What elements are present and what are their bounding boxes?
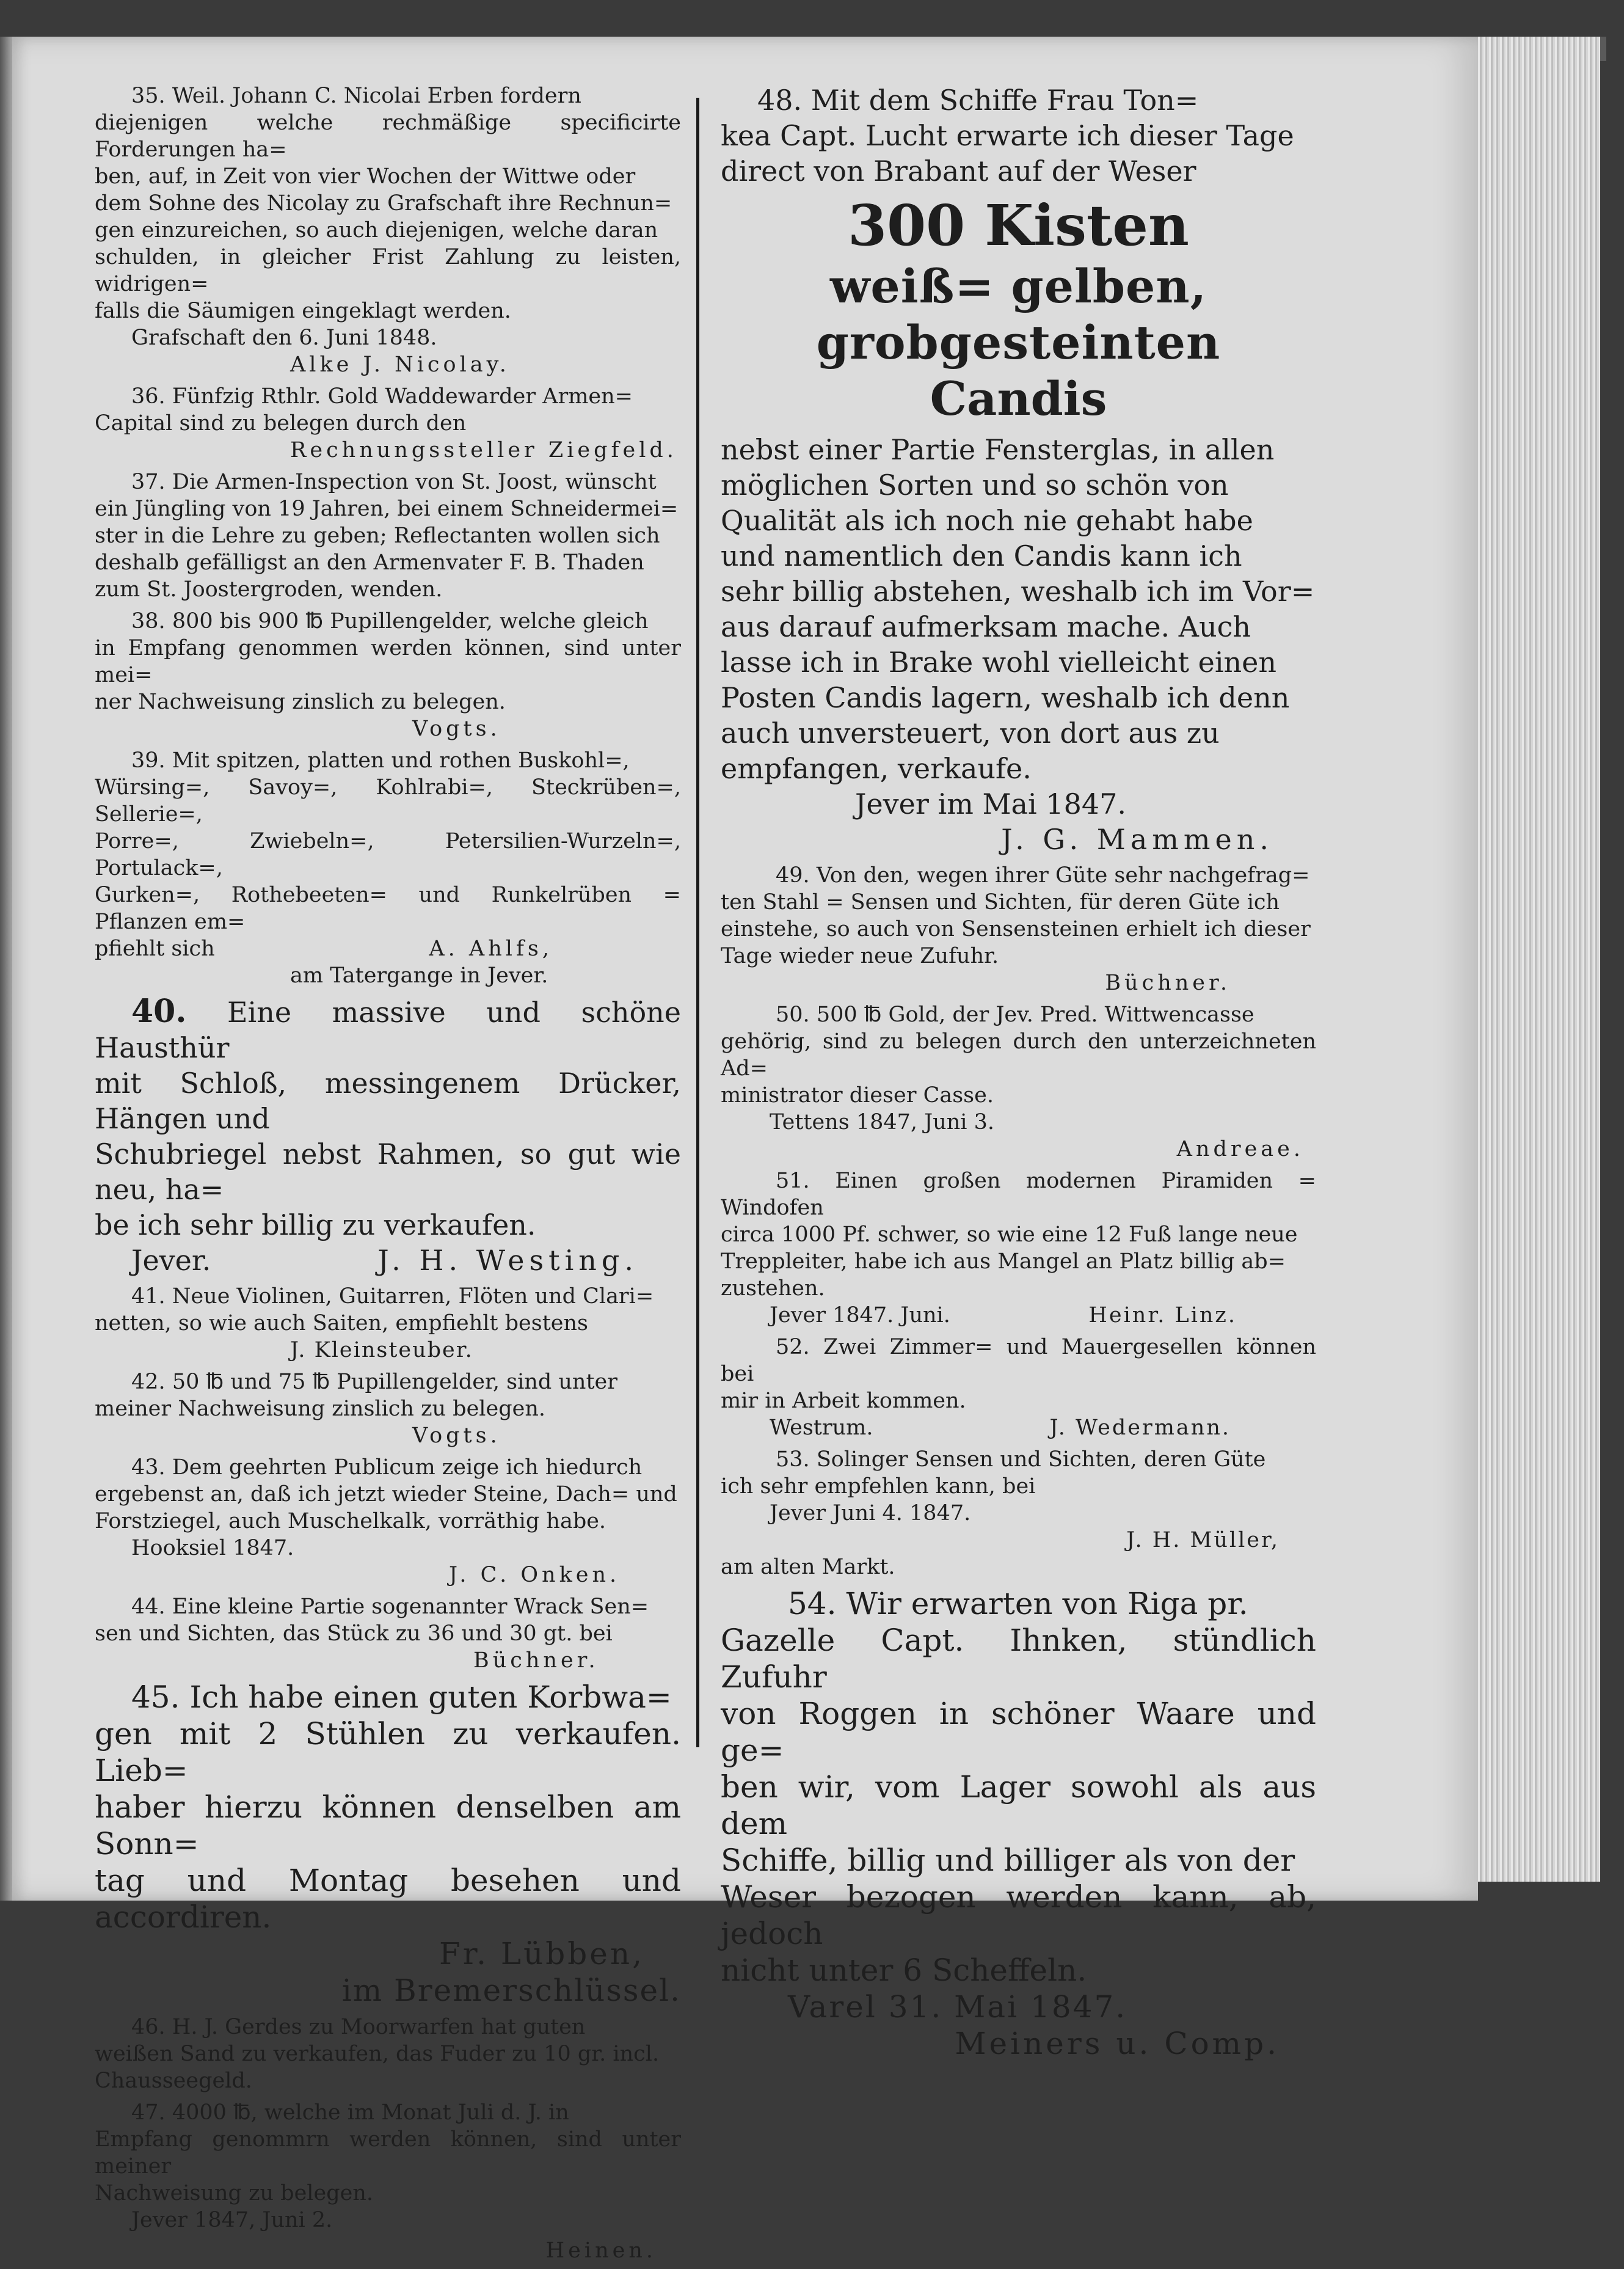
ad-37-line: ein Jüngling von 19 Jahren, bei einem Schneidermei= <box>95 497 679 521</box>
ad-51-signature: Heinr. Linz. <box>1088 1303 1237 1328</box>
ad-40 <box>95 994 681 1278</box>
ad-35-line: diejenigen welche rechmäßige specificirte Forderungen ha= <box>95 111 681 162</box>
right-column <box>721 82 1316 2067</box>
ad-44-line: sen und Sichten, das Stück zu 36 und 30 gt. bei <box>95 1621 613 1646</box>
ad-48-line: nebst einer Partie Fensterglas, in allen <box>721 433 1275 466</box>
ad-48-line: lasse ich in Brake wohl vielleicht einen <box>721 646 1277 679</box>
ad-35-place: Grafschaft den 6. Juni 1848. <box>131 326 437 350</box>
ad-50 <box>721 1001 1316 1163</box>
ad-48-line: Posten Candis lagern, weshalb ich denn <box>721 681 1290 714</box>
ad-51-footer <box>721 1302 1316 1329</box>
ad-52-line: 52. Zwei Zimmer= und Mauergesellen können bei <box>721 1335 1316 1386</box>
column-divider <box>696 98 699 1747</box>
ad-54-line: nicht unter 6 Scheffeln. <box>721 1953 1087 1988</box>
book-page-edges <box>1478 37 1600 1882</box>
ad-36 <box>95 383 681 464</box>
ad-53-address: am alten Markt. <box>721 1555 895 1579</box>
ad-46-line: Chausseegeld. <box>95 2069 252 2093</box>
ad-44-signature: Büchner. <box>473 1648 599 1673</box>
ad-40-line: Schubriegel nebst Rahmen, so gut wie neu, ha= <box>95 1138 681 1206</box>
ad-44 <box>95 1593 681 1674</box>
ad-51-line: circa 1000 Pf. schwer, so wie eine 12 Fuß lange neue <box>721 1222 1298 1247</box>
ad-45-line: 45. Ich habe einen guten Korbwa= <box>131 1679 672 1715</box>
ad-39-line: Porre=, Zwiebeln=, Petersilien-Wurzeln=, Portulack=, <box>95 829 681 880</box>
ad-51 <box>721 1167 1316 1329</box>
ad-52-footer <box>721 1414 1316 1441</box>
ad-54-signature: Meiners u. Comp. <box>955 2026 1280 2061</box>
ad-52 <box>721 1334 1316 1441</box>
ad-50-line: gehörig, sind zu belegen durch den unterzeichneten Ad= <box>721 1029 1316 1081</box>
ad-48-line: möglichen Sorten und so schön von <box>721 469 1229 502</box>
ad-54-line: ben wir, vom Lager sowohl als aus dem <box>721 1769 1316 1841</box>
ad-42-line: meiner Nachweisung zinslich zu belegen. <box>95 1397 545 1421</box>
ad-53-signature: J. H. Müller, <box>1126 1528 1280 1552</box>
ad-41-signature: J. Kleinsteuber. <box>290 1338 473 1362</box>
ad-35-line: falls die Säumigen eingeklagt werden. <box>95 299 511 323</box>
ad-45-line: haber hierzu können denselben am Sonn= <box>95 1789 681 1862</box>
ad-46 <box>95 2014 681 2094</box>
ad-54-line: Gazelle Capt. Ihnken, stündlich Zufuhr <box>721 1623 1316 1695</box>
ad-45-address: im Bremerschlüssel. <box>341 1973 681 2008</box>
ad-41-line: 41. Neue Violinen, Guitarren, Flöten und Clari= <box>131 1284 654 1309</box>
ad-49-signature: Büchner. <box>1105 971 1231 995</box>
ad-54-place: Varel 31. Mai 1847. <box>788 1989 1127 2025</box>
ad-38-line: 38. 800 bis 900 ℔ Pupillengelder, welche gleich <box>131 609 649 634</box>
ad-54 <box>721 1585 1316 2062</box>
ad-40-line: be ich sehr billig zu verkaufen. <box>95 1208 536 1241</box>
ad-36-line: Capital sind zu belegen durch den <box>95 411 467 436</box>
ad-50-place: Tettens 1847, Juni 3. <box>770 1110 994 1134</box>
ad-39-last-line <box>95 935 681 962</box>
ad-47-line: Nachweisung zu belegen. <box>95 2181 373 2205</box>
ad-43-place: Hooksiel 1847. <box>131 1536 294 1560</box>
ad-46-line: 46. H. J. Gerdes zu Moorwarfen hat guten <box>131 2015 586 2039</box>
ad-37-line: zum St. Joostergroden, wenden. <box>95 577 443 602</box>
ad-35-line: dem Sohne des Nicolay zu Grafschaft ihre Rechnun= <box>95 191 672 216</box>
ad-53 <box>721 1446 1316 1580</box>
ad-48-product: Candis <box>930 371 1107 426</box>
ad-39-line: pfiehlt sich <box>95 937 215 961</box>
ad-47-signature: Heinen. <box>545 2238 657 2263</box>
ad-49-line: 49. Von den, wegen ihrer Güte sehr nachgefrag= <box>776 863 1310 888</box>
ad-50-line: ministrator dieser Casse. <box>721 1083 994 1108</box>
ad-54-line: von Roggen in schöner Waare und ge= <box>721 1696 1316 1768</box>
ad-38-line: ner Nachweisung zinslich zu belegen. <box>95 690 506 714</box>
ad-43-line: ergebenst an, daß ich jetzt wieder Steine, Dach= und <box>95 1482 677 1507</box>
ad-40-place: Jever. <box>131 1244 211 1277</box>
ad-41 <box>95 1283 681 1364</box>
ad-49-line: einstehe, so auch von Sensensteinen erhielt ich dieser <box>721 917 1311 941</box>
ad-48-line: kea Capt. Lucht erwarte ich dieser Tage <box>721 119 1294 152</box>
ad-48-headline: 300 Kisten <box>848 192 1189 258</box>
ad-49-line: Tage wieder neue Zufuhr. <box>721 944 999 968</box>
ad-50-line: 50. 500 ℔ Gold, der Jev. Pred. Wittwencasse <box>776 1003 1254 1027</box>
ad-51-line: 51. Einen großen modernen Piramiden = Windofen <box>721 1169 1316 1220</box>
ad-52-place: Westrum. <box>770 1416 873 1440</box>
ad-53-place: Jever Juni 4. 1847. <box>770 1501 971 1525</box>
ad-48-line: empfangen, verkaufe. <box>721 752 1032 785</box>
ad-48-signature: J. G. Mammen. <box>1001 823 1273 856</box>
ad-43-line: 43. Dem geehrten Publicum zeige ich hiedurch <box>131 1455 643 1480</box>
ad-46-line: weißen Sand zu verkaufen, das Fuder zu 10 gr. incl. <box>95 2042 660 2066</box>
ad-47-line: Empfang genommrn werden können, sind unter meiner <box>95 2127 681 2179</box>
ad-35-line: 35. Weil. Johann C. Nicolai Erben fordern <box>131 84 581 108</box>
ad-42 <box>95 1368 681 1449</box>
ad-53-line: 53. Solinger Sensen und Sichten, deren Güte <box>776 1447 1266 1472</box>
ad-48-place: Jever im Mai 1847. <box>855 787 1126 820</box>
ad-35 <box>95 82 681 378</box>
ad-52-line: mir in Arbeit kommen. <box>721 1389 966 1413</box>
ad-38-signature: Vogts. <box>412 717 501 741</box>
ad-49 <box>721 862 1316 996</box>
ad-40-line: 40. Eine massive und schöne Hausthür <box>95 993 682 1064</box>
ad-35-line: ben, auf, in Zeit von vier Wochen der Wittwe oder <box>95 164 636 189</box>
ad-48-line: Qualität als ich noch nie gehabt habe <box>721 504 1253 537</box>
ad-47-line: 47. 4000 ℔, welche im Monat Juli d. J. in <box>131 2100 569 2125</box>
ad-37-line: deshalb gefälligst an den Armenvater F. B. Thaden <box>95 550 644 575</box>
ad-37-line: 37. Die Armen-Inspection von St. Joost, wünscht <box>131 470 657 494</box>
ad-51-line: zustehen. <box>721 1276 825 1301</box>
ad-49-line: ten Stahl = Sensen und Sichten, für deren Güte ich <box>721 890 1280 915</box>
ad-52-signature: J. Wedermann. <box>1049 1416 1231 1440</box>
ad-50-signature: Andreae. <box>1176 1137 1304 1161</box>
ad-48-line: und namentlich den Candis kann ich <box>721 539 1242 572</box>
ad-48-line: direct von Brabant auf der Weser <box>721 155 1196 188</box>
ad-39-line: Würsing=, Savoy=, Kohlrabi=, Steckrüben=, Sellerie=, <box>95 775 681 827</box>
ad-53-line: ich sehr empfehlen kann, bei <box>721 1474 1036 1499</box>
ad-37-line: ster in die Lehre zu geben; Reflectanten wollen sich <box>95 524 660 548</box>
ad-42-line: 42. 50 ℔ und 75 ℔ Pupillengelder, sind unter <box>131 1370 617 1394</box>
ad-39 <box>95 747 681 989</box>
left-column <box>95 82 681 2269</box>
ad-45 <box>95 1679 681 2009</box>
ad-39-line: Gurken=, Rothebeeten= und Runkelrüben = Pflanzen em= <box>95 883 681 934</box>
ad-44-line: 44. Eine kleine Partie sogenannter Wrack Sen= <box>131 1595 649 1619</box>
ad-45-signature: Fr. Lübben, <box>439 1936 644 1971</box>
ad-39-signature: A. Ahlfs, <box>429 937 553 961</box>
ad-45-line: tag und Montag besehen und accordiren. <box>95 1863 681 1935</box>
ad-48-line: auch unversteuert, von dort aus zu <box>721 717 1220 750</box>
ad-47-place: Jever 1847, Juni 2. <box>131 2208 333 2232</box>
ad-37 <box>95 469 681 603</box>
ad-42-signature: Vogts. <box>412 1423 501 1448</box>
ad-54-line: 54. Wir erwarten von Riga pr. <box>788 1586 1248 1621</box>
ad-38-line: in Empfang genommen werden können, sind unter mei= <box>95 636 681 687</box>
ad-41-line: netten, so wie auch Saiten, empfiehlt bestens <box>95 1311 588 1335</box>
ad-36-line: 36. Fünfzig Rthlr. Gold Waddewarder Armen= <box>131 384 633 409</box>
ad-40-signature: J. H. Westing. <box>377 1244 638 1277</box>
ad-43 <box>95 1454 681 1588</box>
ad-54-line: Weser bezogen werden kann, ab, jedoch <box>721 1879 1316 1951</box>
ad-48-line: 48. Mit dem Schiffe Frau Ton= <box>757 84 1199 117</box>
ad-38 <box>95 608 681 742</box>
ad-48 <box>721 82 1316 857</box>
ad-35-line: gen einzureichen, so auch diejenigen, welche daran <box>95 218 658 243</box>
ad-35-signature: Alke J. Nicolay. <box>290 353 510 377</box>
ad-48-line: sehr billig abstehen, weshalb ich im Vor= <box>721 575 1315 608</box>
ad-48-subheadline: weiß= gelben, grobgesteinten <box>816 259 1221 370</box>
ad-47 <box>95 2099 681 2264</box>
ad-35-line: schulden, in gleicher Frist Zahlung zu leisten, widrigen= <box>95 245 681 296</box>
ad-36-signature: Rechnungssteller Ziegfeld. <box>290 438 677 462</box>
ad-45-line: gen mit 2 Stühlen zu verkaufen. Lieb= <box>95 1716 681 1788</box>
ad-48-line: aus darauf aufmerksam mache. Auch <box>721 610 1251 643</box>
ad-43-line: Forstziegel, auch Muschelkalk, vorräthig habe. <box>95 1509 606 1533</box>
ad-51-place: Jever 1847. Juni. <box>770 1303 950 1328</box>
ad-40-footer <box>95 1243 681 1278</box>
ad-39-address: am Tatergange in Jever. <box>290 963 548 988</box>
ad-43-signature: J. C. Onken. <box>449 1563 621 1587</box>
ad-51-line: Treppleiter, habe ich aus Mangel an Platz billig ab= <box>721 1249 1286 1274</box>
ad-40-line: mit Schloß, messingenem Drücker, Hängen und <box>95 1067 681 1135</box>
ad-39-line: 39. Mit spitzen, platten und rothen Buskohl=, <box>131 748 630 773</box>
ad-54-line: Schiffe, billig und billiger als von der <box>721 1843 1295 1878</box>
